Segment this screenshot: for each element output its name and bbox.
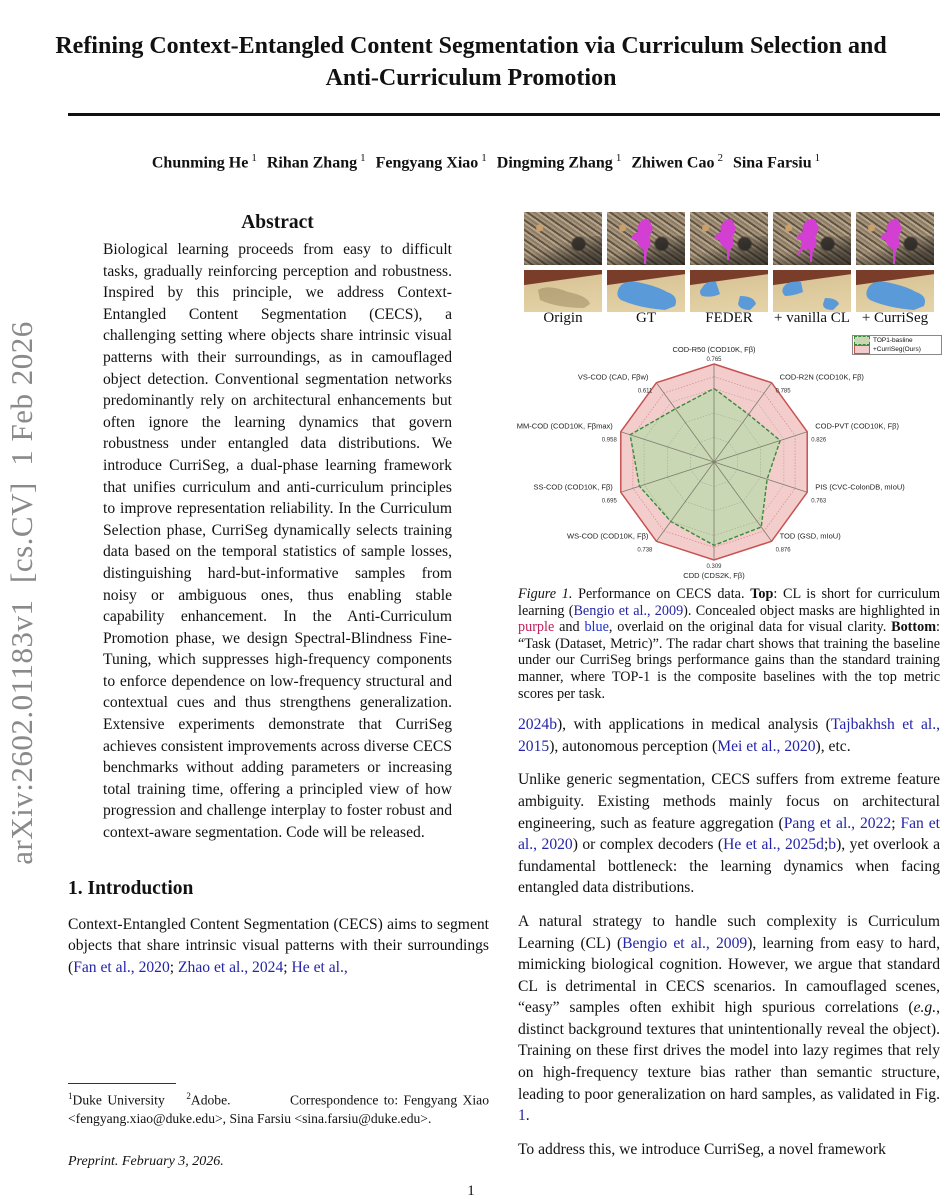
footnote-block bbox=[68, 1071, 489, 1170]
axis-label: COD-R2N (COD10K, Fβ) bbox=[779, 372, 864, 382]
image-vanilla-cl-insect bbox=[773, 212, 851, 265]
footnote bbox=[68, 1087, 489, 1128]
arxiv-stamp: arXiv:2602.01183v1 [cs.CV] 1 Feb 2026 bbox=[4, 321, 39, 865]
text-run: , overlaid on the original data for visual clarity. bbox=[608, 619, 892, 636]
text-run: and bbox=[554, 619, 585, 636]
column-label: FEDER bbox=[705, 310, 753, 326]
image-gt-insect bbox=[607, 212, 685, 265]
citation-link[interactable]: Bengio et al., 2009 bbox=[622, 934, 748, 952]
image-origin-animal bbox=[524, 270, 602, 312]
text-run: ), with applications in medical analysis ( bbox=[556, 716, 831, 734]
citation-link[interactable]: b bbox=[828, 836, 837, 854]
author-affiliation-mark: 1 bbox=[360, 152, 366, 164]
right-column-text bbox=[518, 586, 940, 1160]
legend-swatch bbox=[854, 336, 870, 345]
footnote-rule bbox=[68, 1083, 176, 1084]
axis-label: VS-COD (CAD, Fβw) bbox=[577, 372, 649, 382]
author-name: Fengyang Xiao bbox=[375, 154, 479, 172]
image-feder-insect bbox=[690, 212, 768, 265]
italic-text: Figure 1. bbox=[518, 586, 573, 602]
text-run: ), learning from easy to hard, mimicking biological cognition. However, we argue that standard CL is detrimental in CECS scenarios. In camouflaged scenes, “easy” samples often exhibit high spurious correlations ( bbox=[518, 934, 940, 1017]
text-run: To address this, we introduce CurriSeg, a novel framework bbox=[518, 1140, 886, 1158]
bold-text: Top bbox=[750, 586, 774, 602]
text-run: Biological learning proceeds from easy to difficult tasks, gradually reinforcing perception and robustness. Inspired by this principle, we address Context-Entangled Content Segmentation (CECS), a challenging setting where objects share intrinsic visual patterns with their surroundings, as in camouflaged object detection. Conventional segmentation networks predominantly rely on architectural enhancements but often ignore the learning dynamics that govern robustness under entangled data distributions. We introduce CurriSeg, a dual-phase learning framework that unifies curriculum and anti-curriculum principles to improve representation reliability. In the Curriculum Selection phase, CurriSeg dynamically selects training data based on the temporal statistics of sample losses, distinguishing hard-but-informative samples from noisy or ambiguous ones, thus enabling stable capability enhancement. In the Anti-Curriculum Promotion phase, we design Spectral-Blindness Fine-Tuning, which suppresses high-frequency components to enforce dependence on low-frequency structural and contextual cues and thus strengthens generalization. Extensive experiments demonstrate that CurriSeg achieves consistent improvements across diverse CECS benchmarks without adding parameters or increasing total training time, offering a principled view of how progression and challenge interplay to foster robust and context-aware segmentation. Code will be released. bbox=[103, 241, 452, 842]
bold-text: Bottom bbox=[891, 619, 937, 636]
highlight-word: blue bbox=[584, 619, 609, 636]
text-run: ), yet overlook a fundamental bottleneck: the learning dynamics when facing entangled data distributions. bbox=[518, 836, 940, 897]
correspondence: Correspondence to: Fengyang Xiao <fengyang.xiao@duke.edu>, Sina Farsiu <sina.farsiu@duke.edu>. bbox=[68, 1093, 489, 1126]
axis-label: TOD (GSD, mIoU) bbox=[779, 531, 841, 541]
paragraph bbox=[518, 911, 940, 1127]
affiliation: Adobe. bbox=[190, 1093, 231, 1108]
paragraph-text bbox=[518, 911, 940, 1127]
paragraph-text bbox=[103, 239, 452, 844]
citation-link[interactable]: Zhao et al., 2024 bbox=[178, 958, 284, 976]
text-run: ), autonomous perception ( bbox=[549, 737, 718, 755]
paper-title: Refining Context-Entangled Content Segmentation via Curriculum Selection and Anti-Curriculum Promotion bbox=[55, 33, 887, 91]
legend-item-curriseg bbox=[853, 345, 941, 354]
axis-label: COD-R50 (COD10K, Fβ) bbox=[672, 345, 756, 354]
abstract-heading: Abstract bbox=[241, 212, 314, 233]
paragraph-text bbox=[518, 586, 940, 702]
value-label: 0.785 bbox=[775, 388, 791, 395]
legend-item-baseline bbox=[853, 336, 941, 345]
citation-link[interactable]: He et al., 2025d bbox=[723, 836, 824, 854]
legend-swatch bbox=[854, 345, 870, 354]
image-vanilla-cl-animal bbox=[773, 270, 851, 312]
value-label: 0.958 bbox=[601, 437, 617, 444]
axis-label: WS-COD (COD10K, Fβ) bbox=[566, 531, 649, 541]
paragraph bbox=[518, 1139, 940, 1161]
value-label: 0.738 bbox=[637, 547, 653, 554]
italic-text: e.g. bbox=[913, 999, 937, 1017]
column-label: + vanilla CL bbox=[774, 310, 850, 326]
author-name: Sina Farsiu bbox=[732, 154, 812, 172]
text-run: : CL is short for curriculum learning ( bbox=[518, 586, 940, 619]
column-label: + CurriSeg bbox=[861, 310, 929, 326]
value-label: 0.695 bbox=[601, 498, 617, 505]
title-rule-top bbox=[68, 113, 940, 116]
value-label: 0.765 bbox=[706, 357, 722, 363]
author-list bbox=[60, 152, 922, 172]
citation-link[interactable]: Fan et al., 2020 bbox=[73, 958, 170, 976]
chart-legend bbox=[852, 335, 942, 355]
value-label: 0.611 bbox=[637, 388, 653, 395]
text-run: Context-Entangled Content Segmentation (CECS) aims to segment objects that share intrinsic visual patterns with their surroundings ( bbox=[68, 915, 489, 976]
author-name: Chunming He bbox=[151, 154, 249, 172]
text-run: , distinct background textures that unintentionally reveal the object). Training on these first drives the model into lazy regimes that rely on high-frequency texture bias rather than semantic structure, leading to poor generalization on hard samples, as validated in Fig. bbox=[518, 999, 940, 1103]
introduction-body bbox=[68, 914, 489, 979]
figure-1-caption bbox=[518, 586, 940, 702]
footnote-aff-mark: 1 bbox=[68, 1091, 73, 1102]
preprint-note: Preprint. February 3, 2026. bbox=[68, 1154, 224, 1169]
text-run: Unlike generic segmentation, CECS suffers from extreme feature ambiguity. Existing methods mainly focus on architectural engineering, such as feature aggregation ( bbox=[518, 771, 940, 832]
text-run: ; bbox=[283, 958, 292, 976]
author-affiliation-mark: 1 bbox=[251, 152, 257, 164]
image-curriseg-animal bbox=[856, 270, 934, 312]
author-affiliation-mark: 1 bbox=[814, 152, 821, 164]
text-run: A natural strategy to handle such complexity is Curriculum Learning (CL) ( bbox=[518, 912, 940, 952]
value-label: 0.876 bbox=[775, 547, 791, 554]
axis-label: SS-COD (COD10K, Fβ) bbox=[533, 482, 613, 492]
abstract-body bbox=[103, 239, 452, 844]
value-label: 0.763 bbox=[811, 498, 827, 505]
citation-link[interactable]: Fan et al., 2020 bbox=[518, 814, 940, 854]
image-feder-animal bbox=[690, 270, 768, 312]
citation-link[interactable]: He et al., bbox=[291, 958, 348, 976]
radar-chart bbox=[515, 335, 942, 585]
citation-link[interactable]: 1 bbox=[518, 1107, 526, 1125]
text-run: ; bbox=[891, 814, 901, 832]
author-affiliation-mark: 2 bbox=[717, 152, 723, 164]
paragraph-text bbox=[518, 714, 940, 757]
paragraph bbox=[518, 714, 940, 757]
text-run: ; bbox=[823, 836, 829, 854]
section-heading-introduction: 1. Introduction bbox=[68, 877, 194, 899]
paragraph-text bbox=[68, 914, 489, 979]
legend-label: +CurriSeg(Ours) bbox=[873, 346, 921, 353]
value-label: 0.826 bbox=[811, 437, 827, 444]
citation-link[interactable]: 2024b bbox=[518, 716, 557, 734]
author-name: Dingming Zhang bbox=[496, 154, 613, 172]
author-name: Rihan Zhang bbox=[266, 154, 358, 172]
legend-label: TOP1-basline bbox=[873, 337, 913, 344]
citation-link[interactable]: Bengio et al., 2009 bbox=[573, 602, 684, 619]
citation-link[interactable]: Mei et al., 2020 bbox=[717, 737, 816, 755]
text-run: ), etc. bbox=[815, 737, 851, 755]
author-name: Zhiwen Cao bbox=[631, 154, 715, 172]
left-column bbox=[68, 212, 489, 1170]
axis-label: PIS (CVC-ColonDB, mIoU) bbox=[815, 482, 905, 492]
image-gt-animal bbox=[607, 270, 685, 312]
axis-label: COD-PVT (COD10K, Fβ) bbox=[815, 421, 899, 431]
text-run: : “Task (Dataset, Metric)”. The radar chart shows that training the baseline under our CurriSeg brings performance gains than the standard training manner, where TOP-1 is the composite baselines with the top metric scores per task. bbox=[518, 619, 940, 702]
author-affiliation-mark: 1 bbox=[481, 152, 487, 164]
column-label: GT bbox=[636, 310, 656, 326]
text-run: ) or complex decoders ( bbox=[572, 836, 724, 854]
axis-label: CDD (CDS2K, Fβ) bbox=[683, 571, 745, 580]
paragraph-text bbox=[518, 769, 940, 899]
paragraph bbox=[518, 769, 940, 899]
affiliation: Duke University bbox=[72, 1093, 165, 1108]
citation-link[interactable]: Tajbakhsh et al., 2015 bbox=[518, 716, 940, 755]
page-number: 1 bbox=[467, 1183, 475, 1199]
image-origin-insect bbox=[524, 212, 602, 265]
citation-link[interactable]: Pang et al., 2022 bbox=[783, 814, 892, 832]
column-label: Origin bbox=[543, 310, 583, 326]
text-run: Performance on CECS data. bbox=[572, 586, 751, 602]
value-label: 0.309 bbox=[706, 564, 722, 570]
footnote-aff-mark: 2 bbox=[186, 1091, 191, 1102]
author-affiliation-mark: 1 bbox=[615, 152, 622, 164]
highlight-word: purple bbox=[518, 619, 555, 636]
text-run: ). Concealed object masks are highlighted in bbox=[683, 602, 940, 619]
axis-label: MM-COD (COD10K, Fβmax) bbox=[516, 421, 613, 431]
text-run: ; bbox=[169, 958, 179, 976]
image-curriseg-insect bbox=[856, 212, 934, 265]
text-run: . bbox=[525, 1107, 530, 1125]
paragraph-text bbox=[518, 1139, 940, 1161]
